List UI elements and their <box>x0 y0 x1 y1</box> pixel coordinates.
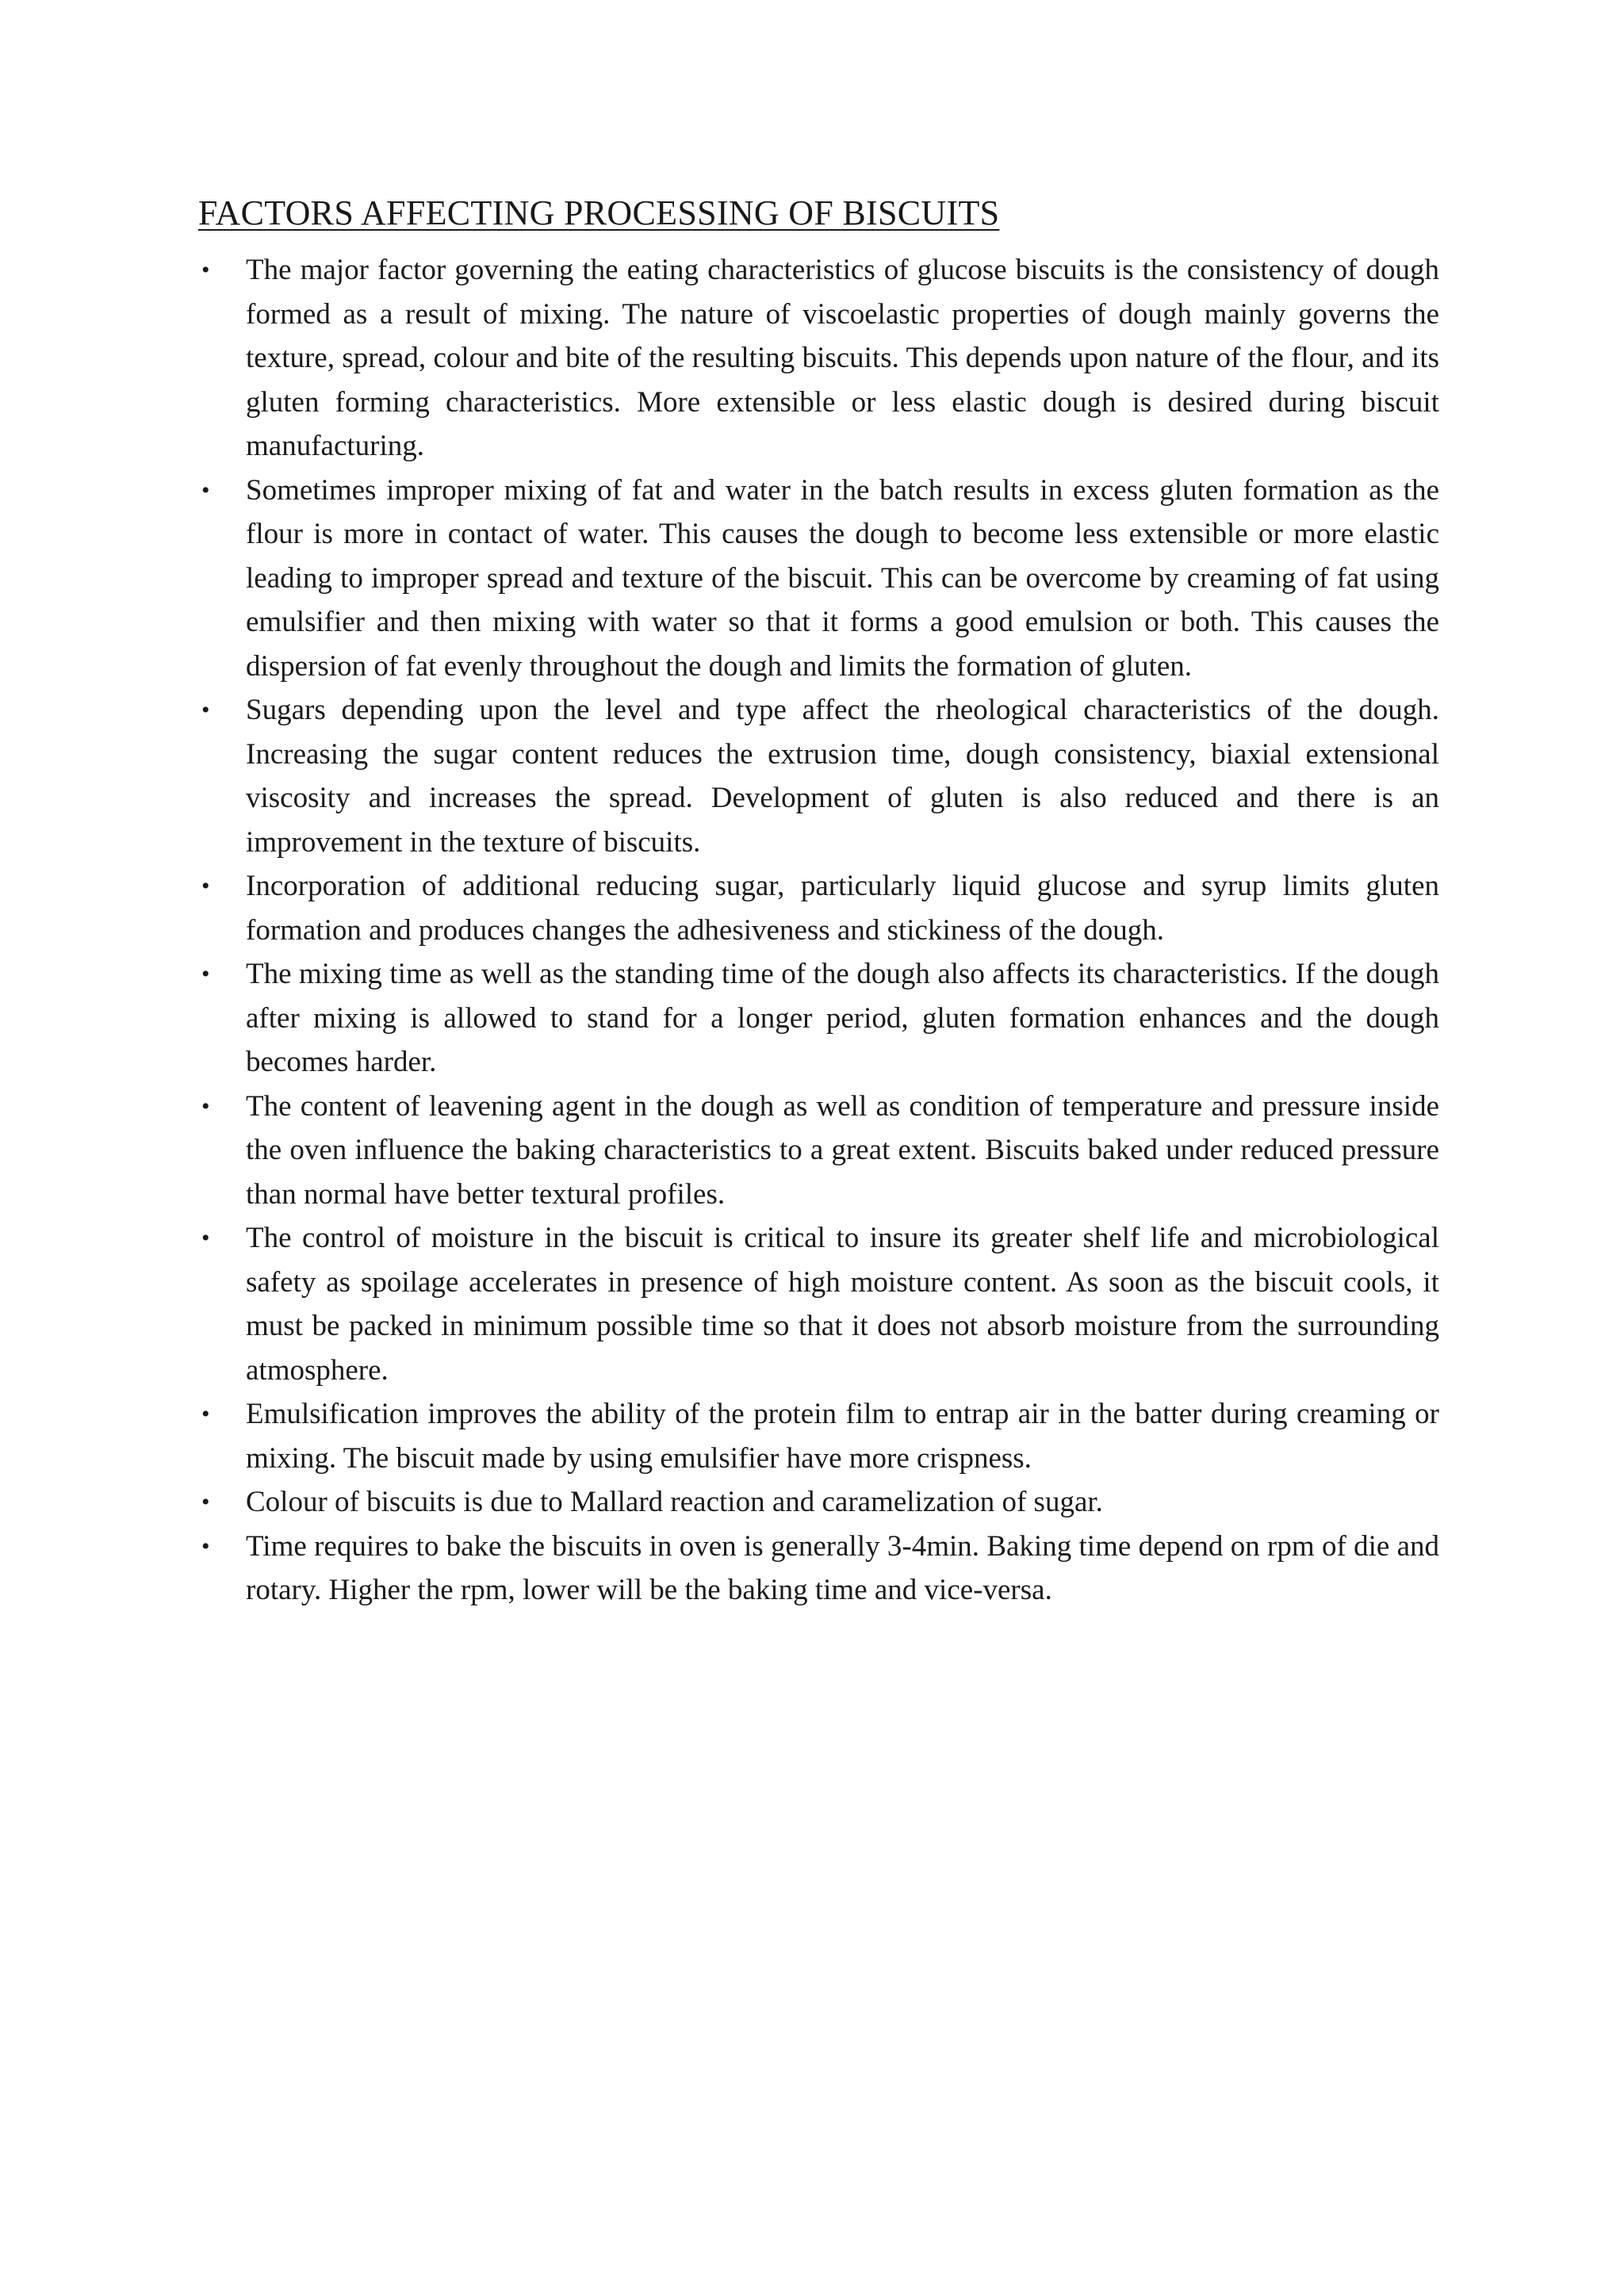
list-item <box>198 864 1439 952</box>
bullet-icon: • <box>201 1489 210 1516</box>
list-item-text: The major factor governing the eating characteristics of glucose biscuits is the consistency of dough formed as a result of mixing. The nature of viscoelastic properties of dough mainly governs the texture, spread, colour and bite of the resulting biscuits. This depends upon nature of the flour, and its gluten forming characteristics. More extensible or less elastic dough is desired during biscuit manufacturing. <box>246 254 1439 463</box>
list-item-text: Sometimes improper mixing of fat and water in the batch results in excess gluten formation as the flour is more in contact of water. This causes the dough to become less extensible or more elastic leading to improper spread and texture of the biscuit. This can be overcome by creaming of fat using emulsifier and then mixing with water so that it forms a good emulsion or both. This causes the dispersion of fat evenly throughout the dough and limits the formation of gluten. <box>246 473 1439 683</box>
bullet-icon: • <box>201 961 210 988</box>
list-item <box>198 1392 1439 1480</box>
bullet-icon: • <box>201 257 210 284</box>
list-item-text: The control of moisture in the biscuit is critical to insure its greater shelf life and microbiological safety as spoilage accelerates in presence of high moisture content. As soon as the biscuit cools, it must be packed in minimum possible time so that it does not absorb moisture from the surrounding atmosphere. <box>246 1222 1439 1387</box>
bullet-icon: • <box>201 1225 210 1252</box>
list-item <box>198 1480 1439 1525</box>
list-item-text: The mixing time as well as the standing time of the dough also affects its characteristics. If the dough after mixing is allowed to stand for a longer period, gluten formation enhances and the dough becomes harder. <box>246 958 1439 1079</box>
bullet-icon: • <box>201 1401 210 1428</box>
list-item <box>198 469 1439 689</box>
factor-list <box>198 248 1439 1613</box>
document-content <box>198 190 1439 1613</box>
list-item-text: Emulsification improves the ability of the protein film to entrap air in the batter during creaming or mixing. The biscuit made by using emulsifier have more crispness. <box>246 1398 1439 1475</box>
list-item <box>198 1085 1439 1217</box>
document-title: FACTORS AFFECTING PROCESSING OF BISCUITS <box>198 193 1000 232</box>
list-item-text: Colour of biscuits is due to Mallard reaction and caramelization of sugar. <box>246 1486 1103 1519</box>
bullet-icon: • <box>201 1093 210 1119</box>
list-item <box>198 1525 1439 1613</box>
list-item-text: Sugars depending upon the level and type affect the rheological characteristics of the dough. Increasing the sugar content reduces the extrusion time, dough consistency, biaxial extensional viscosity and increases the spread. Development of gluten is also reduced and there is an improvement in the texture of biscuits. <box>246 694 1439 859</box>
bullet-icon: • <box>201 697 210 724</box>
bullet-icon: • <box>201 476 210 503</box>
list-item <box>198 952 1439 1085</box>
list-item <box>198 1216 1439 1392</box>
list-item-text: Incorporation of additional reducing sugar, particularly liquid glucose and syrup limits gluten formation and produces changes the adhesiveness and stickiness of the dough. <box>246 870 1439 947</box>
list-item-text: Time requires to bake the biscuits in oven is generally 3-4min. Baking time depend on rpm of die and rotary. Higher the rpm, lower will be the baking time and vice-versa. <box>246 1529 1439 1607</box>
bullet-icon: • <box>201 1533 210 1559</box>
list-item <box>198 688 1439 864</box>
list-item <box>198 248 1439 469</box>
list-item-text: The content of leavening agent in the dough as well as condition of temperature and pressure inside the oven influence the baking characteristics to a great extent. Biscuits baked under reduced pressure than normal have better textural profiles. <box>246 1089 1439 1211</box>
bullet-icon: • <box>201 873 210 900</box>
